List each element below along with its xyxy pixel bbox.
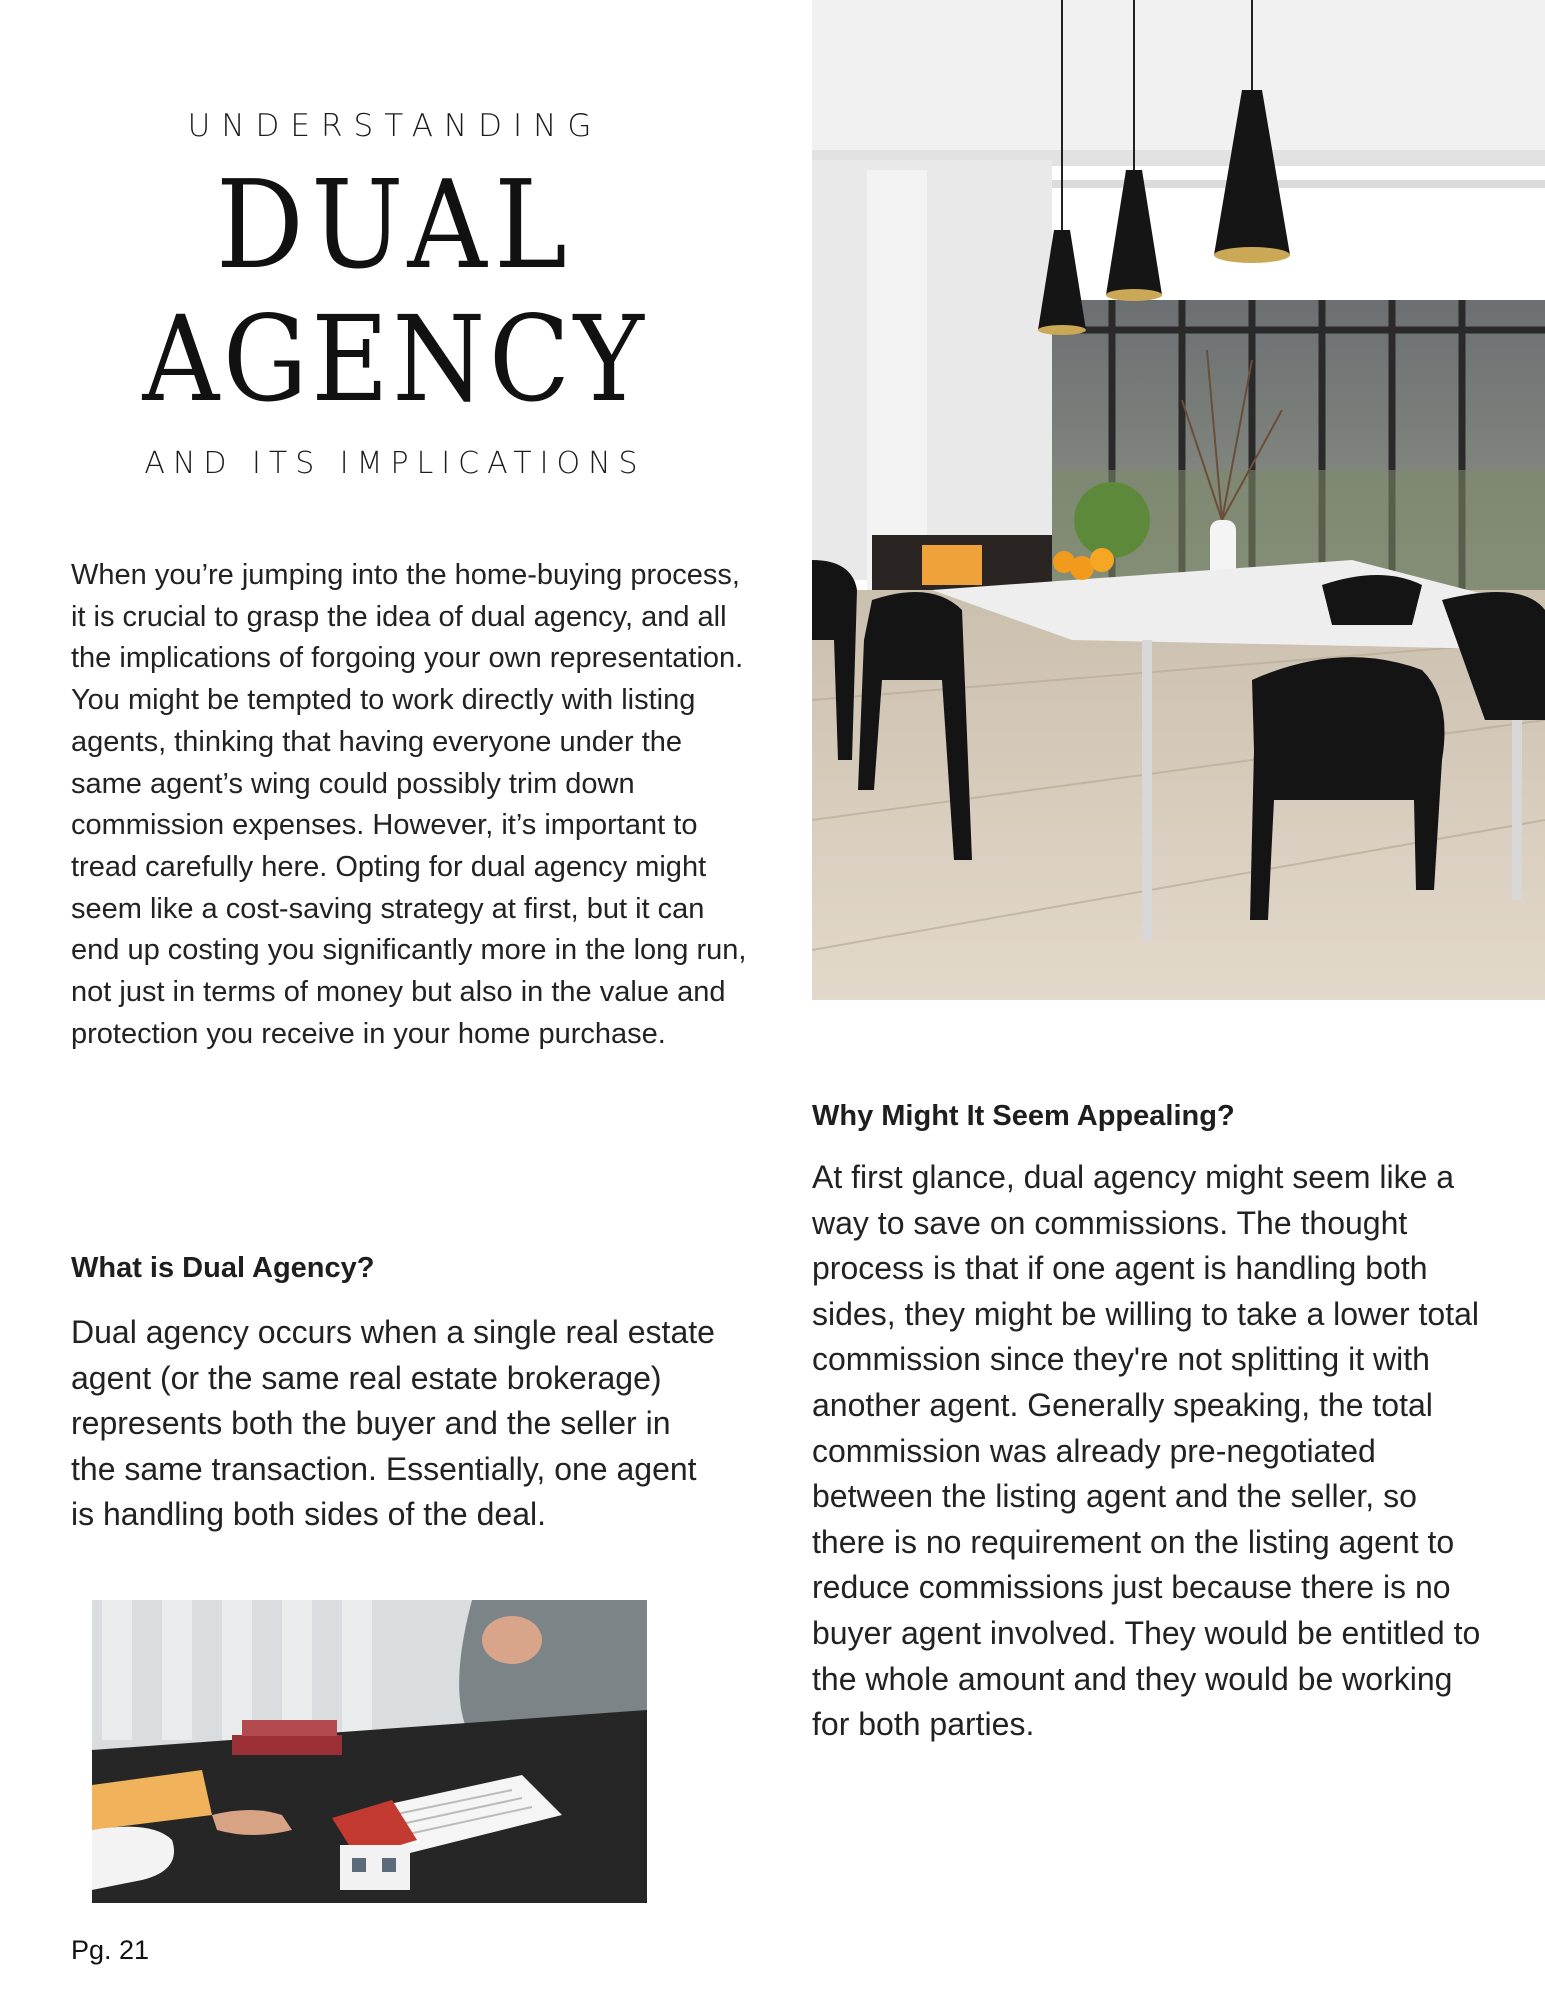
why-paragraph: At first glance, dual agency might seem like a way to save on commissions. The thought process is that if one agent is handling both sides, they might be willing to take a lower total commission since they're not splitting it with another agent. Generally speaking, the total commission was already pre-negotiated between the listing agent and the seller, so there is no requirement on the listing agent to reduce commissions just because there is no buyer agent involved. They would be entitled to the whole amount and they would be working for both parties. [812, 1159, 1481, 1743]
why-heading: Why Might It Seem Appealing? [812, 1100, 1235, 1132]
what-paragraph: Dual agency occurs when a single real estate agent (or the same real estate brokerage) represents both the buyer and the seller in the same transaction. Essentially, one agent is handling both sides of the deal. [71, 1314, 715, 1532]
title-subtitle: AND ITS IMPLICATIONS [144, 446, 646, 481]
dining-room-photo [812, 0, 1545, 1000]
what-heading: What is Dual Agency? [71, 1252, 375, 1284]
title-line-dual: DUAL [215, 154, 575, 296]
title-line-agency: AGENCY [142, 290, 648, 428]
intro-paragraph: When you’re jumping into the home-buying process, it is crucial to grasp the idea of dual agency, and all the implications of forgoing your own representation. You might be tempted to work directly with listing agents, thinking that having everyone under the same agent’s wing could possibly trim down commission expenses. However, it’s important to tread carefully here. Opting for dual agency might seem like a cost-saving strategy at first, but it can end up costing you significantly more in the long run, not just in terms of money but also in the value and protection you receive in your home purchase. [71, 559, 747, 1050]
agent-desk-photo [92, 1600, 647, 1903]
page-number: Pg. 21 [71, 1935, 150, 1965]
title-kicker: UNDERSTANDING [187, 108, 603, 144]
